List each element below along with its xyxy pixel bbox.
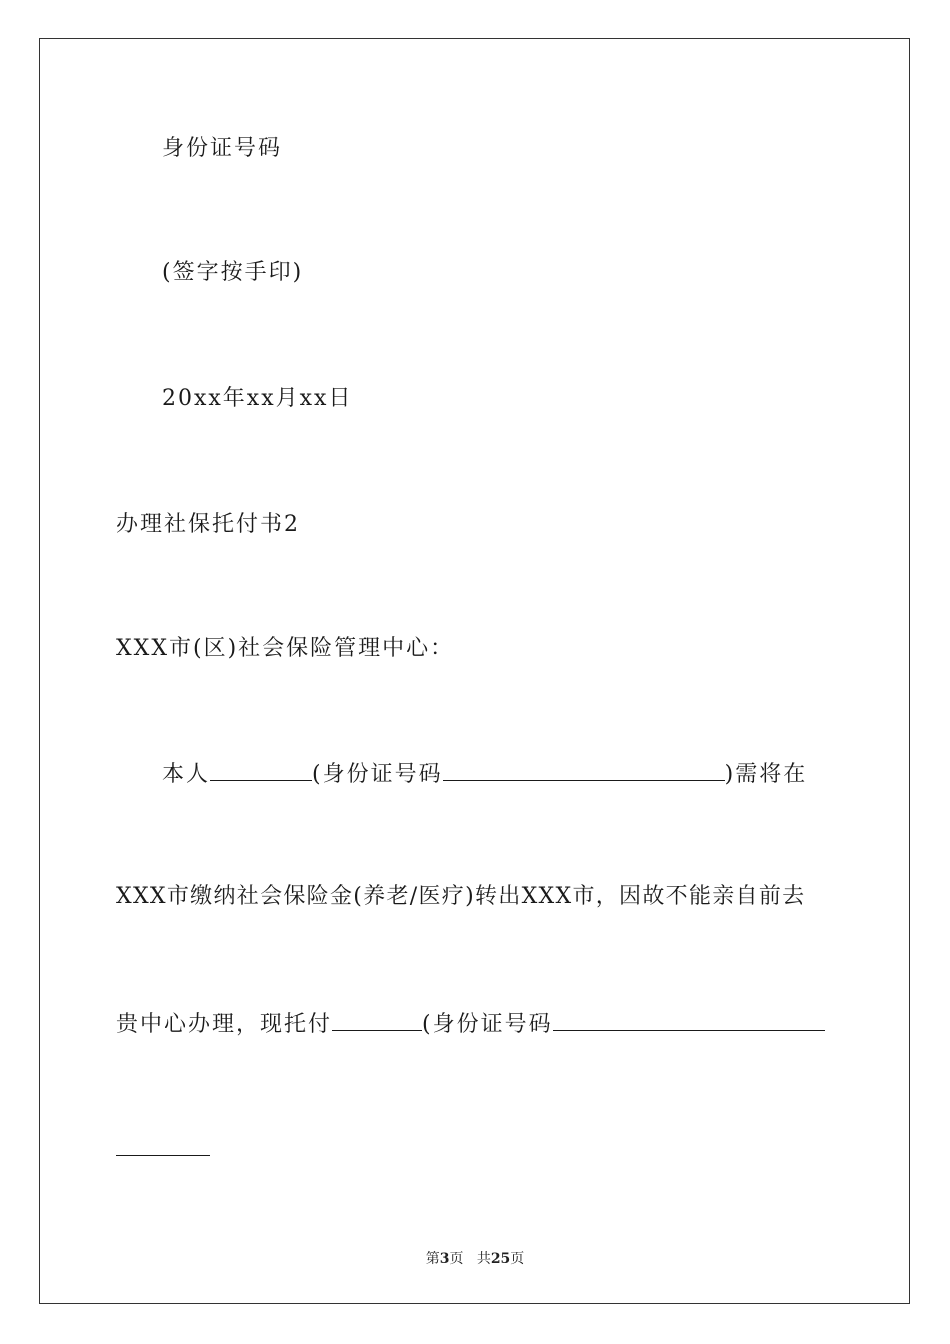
para1-end-text: )需将在 <box>724 762 808 787</box>
section-heading: 办理社保托付书2 <box>116 512 300 537</box>
footer-page-prefix: 第 <box>425 1251 440 1267</box>
date-line: 20xx年xx月xx日 <box>162 386 353 411</box>
footer-total-pages: 25 <box>490 1251 511 1267</box>
page-border <box>39 38 910 1304</box>
paragraph-line-1 <box>162 758 807 790</box>
name-blank[interactable] <box>210 758 312 781</box>
id-number-blank[interactable] <box>443 758 725 781</box>
id-number-label: 身份证号码 <box>162 136 283 161</box>
paragraph-line-3 <box>116 1008 825 1040</box>
addressee-line: XXX市(区)社会保险管理中心： <box>116 636 455 661</box>
page-footer <box>0 1248 950 1268</box>
footer-page-suffix: 页 <box>449 1251 464 1267</box>
agent-id-number-blank[interactable] <box>553 1008 825 1031</box>
para1-start-text: 本人 <box>162 762 211 787</box>
para3-mid-text: (身份证号码 <box>422 1012 553 1037</box>
footer-total-suffix: 页 <box>510 1251 525 1267</box>
paragraph-line-2: XXX市缴纳社会保险金(养老/医疗)转出XXX市，因故不能亲自前去 <box>116 884 806 909</box>
para3-start-text: 贵中心办理，现托付 <box>116 1012 333 1037</box>
signature-note: (签字按手印) <box>162 260 304 285</box>
para1-mid-text: (身份证号码 <box>312 762 443 787</box>
footer-current-page: 3 <box>439 1251 450 1267</box>
agent-name-blank[interactable] <box>332 1008 422 1031</box>
continued-blank[interactable] <box>116 1155 210 1156</box>
footer-total-prefix: 共 <box>476 1251 491 1267</box>
